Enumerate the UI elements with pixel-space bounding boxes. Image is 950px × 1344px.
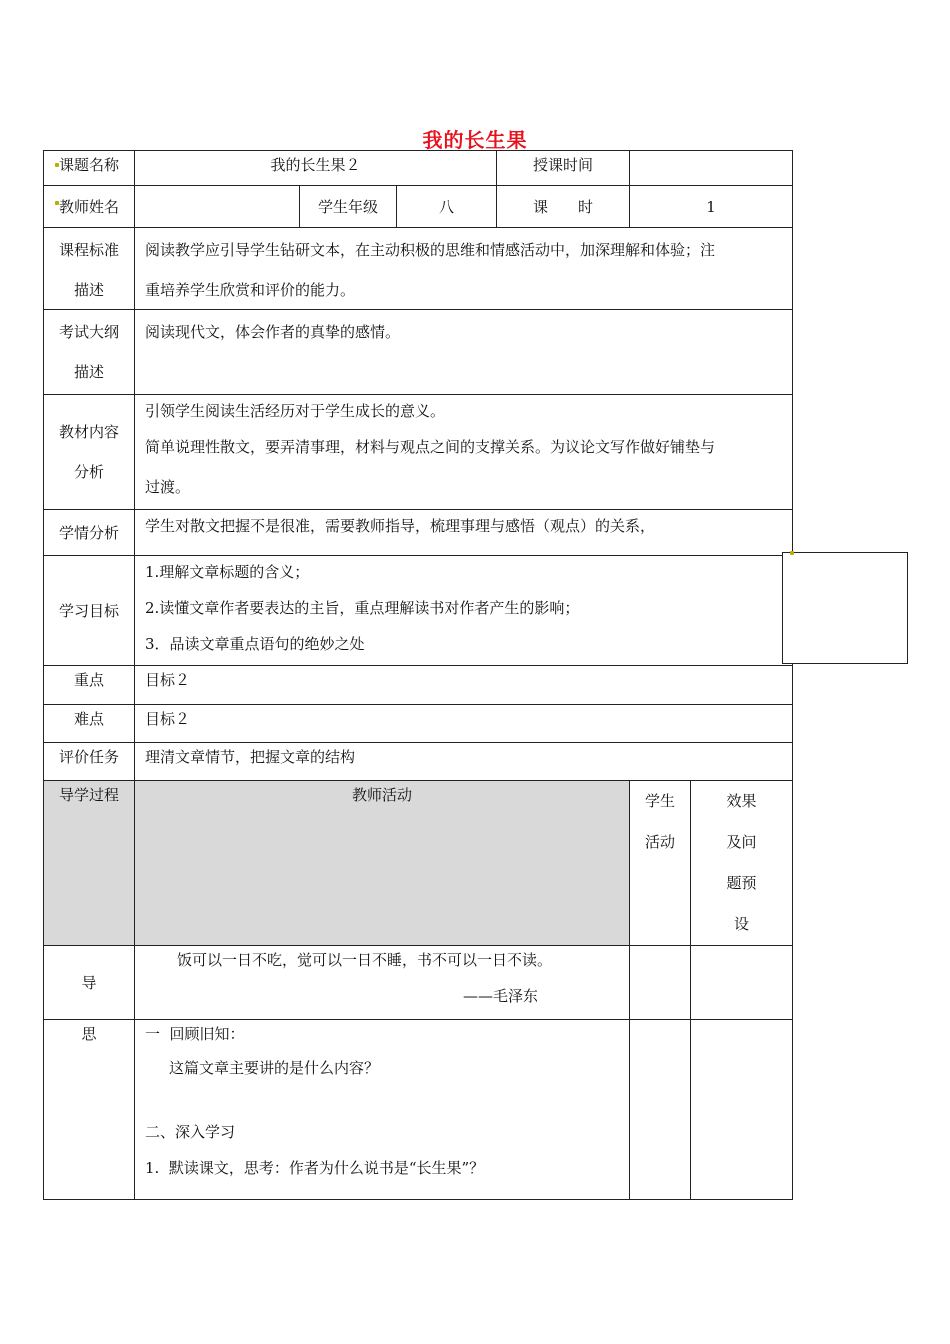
standard-label-line-1: 课程标准 [58,241,119,259]
step-think-content [135,1020,630,1200]
material-label-line-1: 教材内容 [58,423,119,441]
process-header-student [630,781,691,946]
guide-effect-cell [691,946,793,1020]
standard-label [44,228,135,310]
effect-header-line-2: 及问 [726,833,757,851]
row-exam [44,310,793,395]
think-line-2: 这篇文章主要讲的是什么内容？ [169,1059,380,1077]
standard-line-1: 阅读教学应引导学生钻研文本，在主动积极的思维和情感活动中，加深理解和体验；注 [145,241,716,259]
marker-dot [55,163,59,167]
think-student-cell [630,1020,691,1200]
evaluation-label: 评价任务 [44,743,135,781]
step-guide-row [44,946,793,1020]
material-label [44,395,135,510]
period-label: 课 时 [497,186,630,228]
marker-dot [55,201,59,205]
course-name-value: 我的长生果２ [135,151,497,186]
goals-label: 学习目标 [44,556,135,666]
row-goals [44,556,793,666]
difficulty-value: 目标２ [135,705,793,743]
exam-label-line-2: 描述 [73,363,104,381]
goals-text [135,556,793,666]
difficulty-label: 难点 [44,705,135,743]
side-note-box [782,552,908,664]
think-line-1: 一 回顾旧知： [145,1025,245,1043]
row-teacher [44,186,793,228]
material-line-3: 过渡。 [145,478,191,496]
student-header-line-1: 学生 [645,792,676,810]
material-line-2: 简单说理性散文，要弄清事理，材料与观点之间的支撑关系。为议论文写作做好铺垫与 [145,438,716,456]
goal-1: 1.理解文章标题的含义； [145,563,310,581]
row-learner [44,510,793,556]
exam-label [44,310,135,395]
process-header-row [44,781,793,946]
row-evaluation [44,743,793,781]
class-time-label: 授课时间 [497,151,630,186]
period-value: 1 [630,186,793,228]
effect-header-line-4: 设 [734,915,750,933]
row-course-name [44,151,793,186]
lesson-plan-table [43,150,793,1200]
effect-header-line-3: 题预 [726,874,757,892]
process-header-step: 导学过程 [44,781,135,946]
page-title: 我的长生果 [422,128,528,152]
student-header-line-2: 活动 [645,833,676,851]
row-standard [44,228,793,310]
material-label-line-2: 分析 [73,463,104,481]
effect-header-line-1: 效果 [726,792,757,810]
process-header-effect [691,781,793,946]
guide-quote: 饭可以一日不吃，觉可以一日不睡，书不可以一日不读。 [177,951,553,969]
key-label: 重点 [44,666,135,705]
exam-text: 阅读现代文，体会作者的真挚的感情。 [135,310,793,395]
material-text [135,395,793,510]
learner-label: 学情分析 [44,510,135,556]
process-header-teacher: 教师活动 [135,781,630,946]
guide-student-cell [630,946,691,1020]
goal-3: 3．品读文章重点语句的绝妙之处 [145,635,365,653]
evaluation-value: 理清文章情节，把握文章的结构 [135,743,793,781]
material-line-1: 引领学生阅读生活经历对于学生成长的意义。 [145,402,446,420]
standard-label-line-2: 描述 [73,281,104,299]
guide-author: ——毛泽东 [463,987,539,1005]
step-think-row [44,1020,793,1200]
exam-label-line-1: 考试大纲 [58,323,119,341]
think-line-3: 二、深入学习 [145,1123,236,1141]
learner-text: 学生对散文把握不是很准，需要教师指导，梳理事理与感悟（观点）的关系， [135,510,793,556]
row-difficulty [44,705,793,743]
standard-line-2: 重培养学生欣赏和评价的能力。 [145,281,356,299]
grade-value: 八 [397,186,497,228]
step-guide-content [135,946,630,1020]
row-material [44,395,793,510]
step-guide-label: 导 [44,946,135,1020]
key-value: 目标２ [135,666,793,705]
standard-text [135,228,793,310]
teacher-name-label: 教师姓名 [44,186,135,228]
teacher-name-value [135,186,300,228]
think-effect-cell [691,1020,793,1200]
class-time-value [630,151,793,186]
marker-dot [790,551,794,555]
step-think-label: 思 [44,1020,135,1200]
row-key [44,666,793,705]
grade-label: 学生年级 [300,186,397,228]
goal-2: 2.读懂文章作者要表达的主旨，重点理解读书对作者产生的影响； [145,599,580,617]
course-name-label: 课题名称 [44,151,135,186]
think-line-4: 1. 默读课文，思考：作者为什么说书是“长生果”？ [145,1159,485,1177]
